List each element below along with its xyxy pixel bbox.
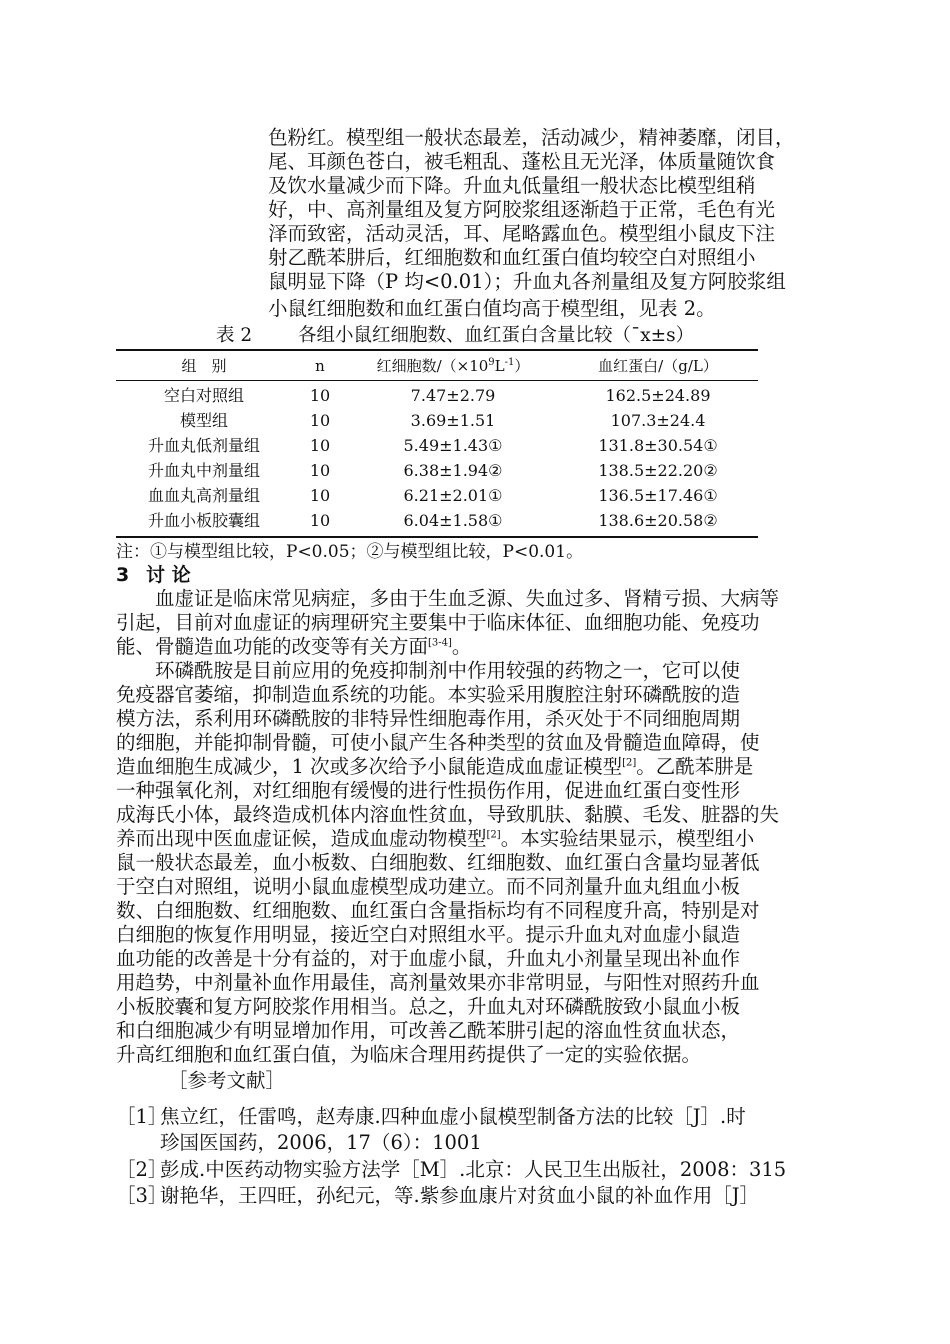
text-line: 造血细胞生成减少，1 次或多次给予小鼠能造成血虚证模型[2]。乙酰苯肼是: [116, 755, 754, 778]
cell-rbc: 5.49±1.43①: [403, 436, 503, 455]
citation: [3-4]: [428, 637, 452, 649]
reference-item: ［2］彭成.中医药动物实验方法学［M］.北京：人民卫生出版社，2008：315: [116, 1158, 787, 1181]
table-header-rule: [116, 380, 758, 381]
cell-group: 升血丸中剂量组: [147, 461, 260, 480]
text-line: 于空白对照组，说明小鼠血虚模型成功建立。而不同剂量升血丸组血小板: [116, 875, 741, 898]
cell-rbc: 6.21±2.01①: [403, 486, 503, 505]
cell-hb: 162.5±24.89: [605, 386, 711, 405]
text-line: 能、骨髓造血功能的改变等有关方面[3-4]。: [116, 635, 472, 658]
header-n: n: [315, 357, 325, 375]
text-line: 好，中、高剂量组及复方阿胶浆组逐渐趋于正常，毛色有光: [268, 198, 776, 221]
text-line: 鼠明显下降（P 均<0.01）；升血丸各剂量组及复方阿胶浆组: [268, 270, 786, 293]
cell-n: 10: [309, 486, 331, 505]
cell-rbc: 6.38±1.94②: [403, 461, 503, 480]
cell-hb: 136.5±17.46①: [598, 486, 718, 505]
text-line: 一种强氧化剂，对红细胞有缓慢的进行性损伤作用，促进血红蛋白变性形: [116, 779, 741, 802]
cell-rbc: 3.69±1.51: [410, 411, 496, 430]
reference-item-continuation: 珍国医国药，2006，17（6）：1001: [160, 1131, 482, 1154]
text-line: 小鼠红细胞数和血红蛋白值均高于模型组，见表 2。: [268, 297, 716, 320]
cell-group: 血血丸高剂量组: [147, 486, 260, 505]
cell-n: 10: [309, 411, 331, 430]
cell-group: 升血丸低剂量组: [147, 436, 260, 455]
text-line: 环磷酰胺是目前应用的免疫抑制剂中作用较强的药物之一，它可以使: [116, 659, 741, 682]
table-number: 表 2: [216, 325, 253, 346]
header-rbc: 红细胞数$/(\times 10^9L^{-1})$: [376, 357, 530, 375]
text-line: 白细胞的恢复作用明显，接近空白对照组水平。提示升血丸对血虚小鼠造: [116, 923, 741, 946]
cell-rbc: 7.47±2.79: [410, 386, 496, 405]
text-line: 的细胞，并能抑制骨髓，可使小鼠产生各种类型的贫血及骨髓造血障碍，使: [116, 731, 760, 754]
text-line: 引起，目前对血虚证的病理研究主要集中于临床体征、血细胞功能、免疫功: [116, 611, 760, 634]
text-line: 血虚证是临床常见病症，多由于生血乏源、失血过多、肾精亏损、大病等: [116, 587, 780, 610]
text-line: 模方法，系利用环磷酰胺的非特异性细胞毒作用，杀灭处于不同细胞周期: [116, 707, 741, 730]
table-top-rule: [116, 349, 758, 351]
cell-n: 10: [309, 511, 331, 530]
text-line: 色粉红。模型组一般状态最差，活动减少，精神萎靡，闭目，: [268, 126, 795, 149]
cell-n: 10: [309, 436, 331, 455]
text-line: 升高红细胞和血红蛋白值，为临床合理用药提供了一定的实验依据。: [116, 1043, 702, 1066]
header-group: 组 别: [181, 357, 227, 375]
cell-group: 升血小板胶囊组: [147, 511, 260, 530]
cell-group: 空白对照组: [163, 386, 244, 405]
citation: [2]: [486, 829, 501, 841]
table-note: 注：①与模型组比较，P<0.05；②与模型组比较，P<0.01。: [116, 542, 584, 562]
cell-hb: 138.5±22.20②: [598, 461, 718, 480]
cell-group: 模型组: [179, 411, 228, 430]
references-heading: ［参考文献］: [168, 1069, 286, 1092]
cell-hb: 138.6±20.58②: [598, 511, 718, 530]
text-line: 小板胶囊和复方阿胶浆作用相当。总之，升血丸对环磷酰胺致小鼠血小板: [116, 995, 741, 1018]
text-line: 尾、耳颜色苍白，被毛粗乱、蓬松且无光泽，体质量随饮食: [268, 150, 776, 173]
text-line: 成海氏小体，最终造成机体内溶血性贫血，导致肌肤、黏膜、毛发、脏器的失: [116, 803, 780, 826]
text-line: 用趋势，中剂量补血作用最佳，高剂量效果亦非常明显，与阳性对照药升血: [116, 971, 760, 994]
text-line: 血功能的改善是十分有益的，对于血虚小鼠，升血丸小剂量呈现出补血作: [116, 947, 741, 970]
table-bottom-rule: [116, 536, 758, 538]
cell-hb: 107.3±24.4: [610, 411, 706, 430]
cell-n: 10: [309, 386, 331, 405]
text-line: 射乙酰苯肼后，红细胞数和血红蛋白值均较空白对照组小: [268, 246, 756, 269]
cell-rbc: 6.04±1.58①: [403, 511, 503, 530]
text-line: 和白细胞减少有明显增加作用，可改善乙酰苯肼引起的溶血性贫血状态，: [116, 1019, 741, 1042]
section-number: 3: [116, 564, 130, 586]
text-line: 养而出现中医血虚证候，造成血虚动物模型[2]。本实验结果显示，模型组小: [116, 827, 755, 850]
citation: [2]: [622, 757, 637, 769]
reference-item: ［1］焦立红，任雷鸣，赵寿康.四种血虚小鼠模型制备方法的比较［J］.时: [116, 1105, 746, 1128]
table-caption: [216, 324, 694, 348]
section-title: 讨 论: [146, 564, 191, 586]
text-line: 免疫器官萎缩，抑制造血系统的功能。本实验采用腹腔注射环磷酰胺的造: [116, 683, 741, 706]
text-line: 泽而致密，活动灵活，耳、尾略露血色。模型组小鼠皮下注: [268, 222, 776, 245]
cell-hb: 131.8±30.54①: [598, 436, 718, 455]
cell-n: 10: [309, 461, 331, 480]
text-line: 及饮水量减少而下降。升血丸低量组一般状态比模型组稍: [268, 174, 756, 197]
section-heading: [116, 563, 191, 587]
header-hb: 血红蛋白/（g/L）: [598, 357, 718, 375]
reference-item: ［3］谢艳华，王四旺，孙纪元，等.紫参血康片对贫血小鼠的补血作用［J］: [116, 1184, 760, 1207]
table-title: 各组小鼠红细胞数、血红蛋白含量比较（¯x±s）: [298, 325, 695, 346]
text-line: 数、白细胞数、红细胞数、血红蛋白含量指标均有不同程度升高，特别是对: [116, 899, 760, 922]
text-line: 鼠一般状态最差，血小板数、白细胞数、红细胞数、血红蛋白含量均显著低: [116, 851, 760, 874]
